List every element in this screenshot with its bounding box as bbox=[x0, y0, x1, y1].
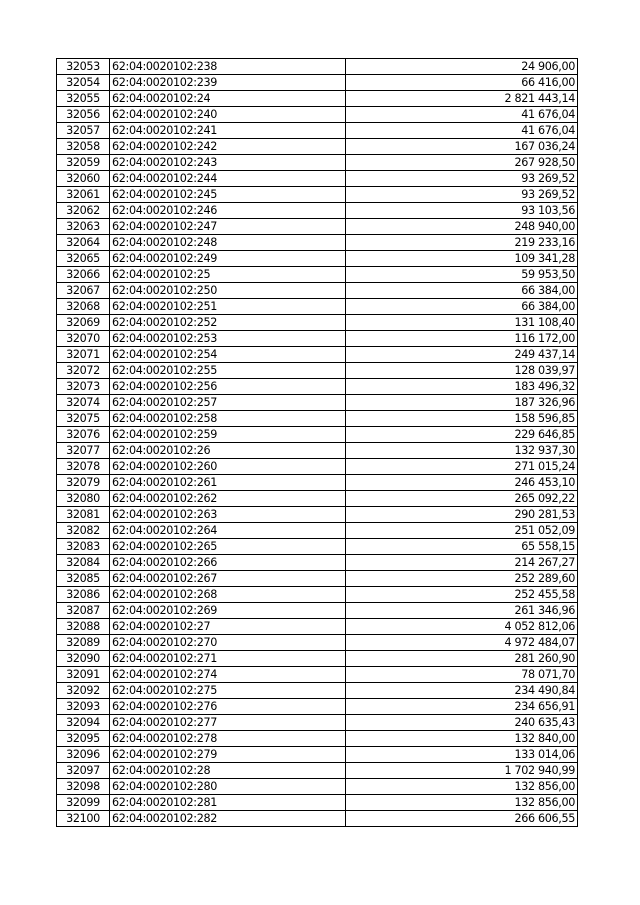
row-number-cell: 32067 bbox=[57, 283, 110, 299]
table-row bbox=[57, 555, 578, 571]
row-number-cell: 32070 bbox=[57, 331, 110, 347]
table-row bbox=[57, 619, 578, 635]
table-row bbox=[57, 395, 578, 411]
table-row bbox=[57, 459, 578, 475]
row-number-cell: 32069 bbox=[57, 315, 110, 331]
row-number-cell: 32079 bbox=[57, 475, 110, 491]
cadastral-number-cell: 62:04:0020102:258 bbox=[110, 411, 346, 427]
cadastral-value-cell: 187 326,96 bbox=[346, 395, 578, 411]
table-row bbox=[57, 763, 578, 779]
cadastral-value-cell: 78 071,70 bbox=[346, 667, 578, 683]
table-row bbox=[57, 571, 578, 587]
table-row bbox=[57, 811, 578, 827]
cadastral-value-cell: 158 596,85 bbox=[346, 411, 578, 427]
table-row bbox=[57, 91, 578, 107]
cadastral-value-cell: 249 437,14 bbox=[346, 347, 578, 363]
cadastral-number-cell: 62:04:0020102:282 bbox=[110, 811, 346, 827]
cadastral-value-cell: 214 267,27 bbox=[346, 555, 578, 571]
table-row bbox=[57, 715, 578, 731]
row-number-cell: 32080 bbox=[57, 491, 110, 507]
cadastral-value-cell: 24 906,00 bbox=[346, 59, 578, 75]
row-number-cell: 32055 bbox=[57, 91, 110, 107]
table-row bbox=[57, 187, 578, 203]
cadastral-number-cell: 62:04:0020102:263 bbox=[110, 507, 346, 523]
row-number-cell: 32068 bbox=[57, 299, 110, 315]
cadastral-number-cell: 62:04:0020102:244 bbox=[110, 171, 346, 187]
row-number-cell: 32095 bbox=[57, 731, 110, 747]
row-number-cell: 32082 bbox=[57, 523, 110, 539]
table-row bbox=[57, 683, 578, 699]
cadastral-number-cell: 62:04:0020102:247 bbox=[110, 219, 346, 235]
cadastral-number-cell: 62:04:0020102:241 bbox=[110, 123, 346, 139]
cadastral-value-cell: 132 937,30 bbox=[346, 443, 578, 459]
cadastral-value-cell: 267 928,50 bbox=[346, 155, 578, 171]
cadastral-number-cell: 62:04:0020102:242 bbox=[110, 139, 346, 155]
cadastral-value-cell: 109 341,28 bbox=[346, 251, 578, 267]
cadastral-number-cell: 62:04:0020102:27 bbox=[110, 619, 346, 635]
cadastral-value-cell: 219 233,16 bbox=[346, 235, 578, 251]
cadastral-value-cell: 183 496,32 bbox=[346, 379, 578, 395]
cadastral-value-cell: 131 108,40 bbox=[346, 315, 578, 331]
table-row bbox=[57, 443, 578, 459]
cadastral-value-cell: 66 416,00 bbox=[346, 75, 578, 91]
cadastral-number-cell: 62:04:0020102:268 bbox=[110, 587, 346, 603]
cadastral-value-cell: 41 676,04 bbox=[346, 107, 578, 123]
cadastral-value-table bbox=[56, 58, 578, 827]
cadastral-number-cell: 62:04:0020102:24 bbox=[110, 91, 346, 107]
cadastral-number-cell: 62:04:0020102:261 bbox=[110, 475, 346, 491]
row-number-cell: 32057 bbox=[57, 123, 110, 139]
table-row bbox=[57, 747, 578, 763]
cadastral-value-cell: 133 014,06 bbox=[346, 747, 578, 763]
row-number-cell: 32059 bbox=[57, 155, 110, 171]
row-number-cell: 32089 bbox=[57, 635, 110, 651]
cadastral-value-cell: 93 103,56 bbox=[346, 203, 578, 219]
row-number-cell: 32054 bbox=[57, 75, 110, 91]
cadastral-value-cell: 252 289,60 bbox=[346, 571, 578, 587]
cadastral-number-cell: 62:04:0020102:279 bbox=[110, 747, 346, 763]
cadastral-value-cell: 167 036,24 bbox=[346, 139, 578, 155]
row-number-cell: 32097 bbox=[57, 763, 110, 779]
cadastral-number-cell: 62:04:0020102:243 bbox=[110, 155, 346, 171]
table-row bbox=[57, 347, 578, 363]
row-number-cell: 32077 bbox=[57, 443, 110, 459]
cadastral-number-cell: 62:04:0020102:249 bbox=[110, 251, 346, 267]
row-number-cell: 32098 bbox=[57, 779, 110, 795]
row-number-cell: 32096 bbox=[57, 747, 110, 763]
table-row bbox=[57, 667, 578, 683]
table-row bbox=[57, 379, 578, 395]
cadastral-value-cell: 59 953,50 bbox=[346, 267, 578, 283]
table-row bbox=[57, 731, 578, 747]
row-number-cell: 32091 bbox=[57, 667, 110, 683]
table-row bbox=[57, 635, 578, 651]
cadastral-number-cell: 62:04:0020102:250 bbox=[110, 283, 346, 299]
cadastral-value-cell: 66 384,00 bbox=[346, 299, 578, 315]
row-number-cell: 32093 bbox=[57, 699, 110, 715]
cadastral-number-cell: 62:04:0020102:275 bbox=[110, 683, 346, 699]
row-number-cell: 32083 bbox=[57, 539, 110, 555]
table-row bbox=[57, 523, 578, 539]
cadastral-number-cell: 62:04:0020102:262 bbox=[110, 491, 346, 507]
cadastral-value-cell: 251 052,09 bbox=[346, 523, 578, 539]
cadastral-value-cell: 290 281,53 bbox=[346, 507, 578, 523]
cadastral-value-cell: 65 558,15 bbox=[346, 539, 578, 555]
cadastral-number-cell: 62:04:0020102:277 bbox=[110, 715, 346, 731]
cadastral-number-cell: 62:04:0020102:265 bbox=[110, 539, 346, 555]
row-number-cell: 32062 bbox=[57, 203, 110, 219]
row-number-cell: 32056 bbox=[57, 107, 110, 123]
cadastral-number-cell: 62:04:0020102:25 bbox=[110, 267, 346, 283]
cadastral-value-cell: 240 635,43 bbox=[346, 715, 578, 731]
cadastral-number-cell: 62:04:0020102:28 bbox=[110, 763, 346, 779]
table-row bbox=[57, 427, 578, 443]
row-number-cell: 32075 bbox=[57, 411, 110, 427]
cadastral-value-cell: 261 346,96 bbox=[346, 603, 578, 619]
cadastral-value-cell: 234 490,84 bbox=[346, 683, 578, 699]
cadastral-value-cell: 93 269,52 bbox=[346, 187, 578, 203]
cadastral-value-cell: 4 972 484,07 bbox=[346, 635, 578, 651]
table-row bbox=[57, 219, 578, 235]
table-row bbox=[57, 651, 578, 667]
cadastral-number-cell: 62:04:0020102:251 bbox=[110, 299, 346, 315]
table-row bbox=[57, 795, 578, 811]
table-row bbox=[57, 699, 578, 715]
cadastral-number-cell: 62:04:0020102:239 bbox=[110, 75, 346, 91]
row-number-cell: 32053 bbox=[57, 59, 110, 75]
row-number-cell: 32090 bbox=[57, 651, 110, 667]
cadastral-number-cell: 62:04:0020102:256 bbox=[110, 379, 346, 395]
row-number-cell: 32088 bbox=[57, 619, 110, 635]
row-number-cell: 32087 bbox=[57, 603, 110, 619]
cadastral-value-cell: 116 172,00 bbox=[346, 331, 578, 347]
table-row bbox=[57, 779, 578, 795]
row-number-cell: 32066 bbox=[57, 267, 110, 283]
cadastral-number-cell: 62:04:0020102:238 bbox=[110, 59, 346, 75]
table-row bbox=[57, 123, 578, 139]
row-number-cell: 32061 bbox=[57, 187, 110, 203]
table-body bbox=[57, 59, 578, 827]
row-number-cell: 32099 bbox=[57, 795, 110, 811]
row-number-cell: 32060 bbox=[57, 171, 110, 187]
cadastral-value-cell: 229 646,85 bbox=[346, 427, 578, 443]
cadastral-number-cell: 62:04:0020102:26 bbox=[110, 443, 346, 459]
cadastral-value-cell: 93 269,52 bbox=[346, 171, 578, 187]
row-number-cell: 32064 bbox=[57, 235, 110, 251]
table-row bbox=[57, 107, 578, 123]
row-number-cell: 32084 bbox=[57, 555, 110, 571]
row-number-cell: 32100 bbox=[57, 811, 110, 827]
cadastral-value-cell: 4 052 812,06 bbox=[346, 619, 578, 635]
cadastral-number-cell: 62:04:0020102:253 bbox=[110, 331, 346, 347]
row-number-cell: 32072 bbox=[57, 363, 110, 379]
table-row bbox=[57, 267, 578, 283]
cadastral-value-cell: 266 606,55 bbox=[346, 811, 578, 827]
row-number-cell: 32063 bbox=[57, 219, 110, 235]
row-number-cell: 32086 bbox=[57, 587, 110, 603]
cadastral-number-cell: 62:04:0020102:259 bbox=[110, 427, 346, 443]
row-number-cell: 32094 bbox=[57, 715, 110, 731]
cadastral-number-cell: 62:04:0020102:260 bbox=[110, 459, 346, 475]
table-row bbox=[57, 315, 578, 331]
cadastral-value-cell: 2 821 443,14 bbox=[346, 91, 578, 107]
table-row bbox=[57, 75, 578, 91]
cadastral-number-cell: 62:04:0020102:266 bbox=[110, 555, 346, 571]
cadastral-number-cell: 62:04:0020102:274 bbox=[110, 667, 346, 683]
cadastral-number-cell: 62:04:0020102:269 bbox=[110, 603, 346, 619]
cadastral-number-cell: 62:04:0020102:248 bbox=[110, 235, 346, 251]
cadastral-number-cell: 62:04:0020102:267 bbox=[110, 571, 346, 587]
cadastral-value-cell: 252 455,58 bbox=[346, 587, 578, 603]
table-row bbox=[57, 507, 578, 523]
cadastral-value-cell: 234 656,91 bbox=[346, 699, 578, 715]
row-number-cell: 32078 bbox=[57, 459, 110, 475]
table-row bbox=[57, 251, 578, 267]
row-number-cell: 32081 bbox=[57, 507, 110, 523]
cadastral-number-cell: 62:04:0020102:246 bbox=[110, 203, 346, 219]
cadastral-value-cell: 132 856,00 bbox=[346, 795, 578, 811]
table-row bbox=[57, 411, 578, 427]
cadastral-value-cell: 271 015,24 bbox=[346, 459, 578, 475]
cadastral-value-cell: 246 453,10 bbox=[346, 475, 578, 491]
cadastral-value-cell: 281 260,90 bbox=[346, 651, 578, 667]
row-number-cell: 32085 bbox=[57, 571, 110, 587]
cadastral-value-cell: 132 856,00 bbox=[346, 779, 578, 795]
table-row bbox=[57, 331, 578, 347]
cadastral-number-cell: 62:04:0020102:245 bbox=[110, 187, 346, 203]
row-number-cell: 32058 bbox=[57, 139, 110, 155]
row-number-cell: 32071 bbox=[57, 347, 110, 363]
table-row bbox=[57, 363, 578, 379]
table-row bbox=[57, 299, 578, 315]
cadastral-number-cell: 62:04:0020102:252 bbox=[110, 315, 346, 331]
row-number-cell: 32092 bbox=[57, 683, 110, 699]
cadastral-number-cell: 62:04:0020102:276 bbox=[110, 699, 346, 715]
cadastral-number-cell: 62:04:0020102:257 bbox=[110, 395, 346, 411]
table-row bbox=[57, 171, 578, 187]
cadastral-number-cell: 62:04:0020102:240 bbox=[110, 107, 346, 123]
table-row bbox=[57, 235, 578, 251]
row-number-cell: 32074 bbox=[57, 395, 110, 411]
table-row bbox=[57, 139, 578, 155]
cadastral-value-cell: 265 092,22 bbox=[346, 491, 578, 507]
cadastral-value-cell: 41 676,04 bbox=[346, 123, 578, 139]
table-row bbox=[57, 603, 578, 619]
row-number-cell: 32065 bbox=[57, 251, 110, 267]
table-row bbox=[57, 203, 578, 219]
cadastral-number-cell: 62:04:0020102:255 bbox=[110, 363, 346, 379]
cadastral-value-cell: 248 940,00 bbox=[346, 219, 578, 235]
cadastral-value-cell: 132 840,00 bbox=[346, 731, 578, 747]
cadastral-value-cell: 66 384,00 bbox=[346, 283, 578, 299]
table-row bbox=[57, 491, 578, 507]
table-row bbox=[57, 475, 578, 491]
row-number-cell: 32076 bbox=[57, 427, 110, 443]
table-row bbox=[57, 587, 578, 603]
cadastral-value-cell: 128 039,97 bbox=[346, 363, 578, 379]
cadastral-number-cell: 62:04:0020102:271 bbox=[110, 651, 346, 667]
cadastral-number-cell: 62:04:0020102:270 bbox=[110, 635, 346, 651]
cadastral-number-cell: 62:04:0020102:281 bbox=[110, 795, 346, 811]
cadastral-number-cell: 62:04:0020102:264 bbox=[110, 523, 346, 539]
table-row bbox=[57, 539, 578, 555]
cadastral-number-cell: 62:04:0020102:278 bbox=[110, 731, 346, 747]
table-row bbox=[57, 283, 578, 299]
table-row bbox=[57, 59, 578, 75]
cadastral-number-cell: 62:04:0020102:254 bbox=[110, 347, 346, 363]
table-row bbox=[57, 155, 578, 171]
cadastral-value-cell: 1 702 940,99 bbox=[346, 763, 578, 779]
cadastral-number-cell: 62:04:0020102:280 bbox=[110, 779, 346, 795]
row-number-cell: 32073 bbox=[57, 379, 110, 395]
